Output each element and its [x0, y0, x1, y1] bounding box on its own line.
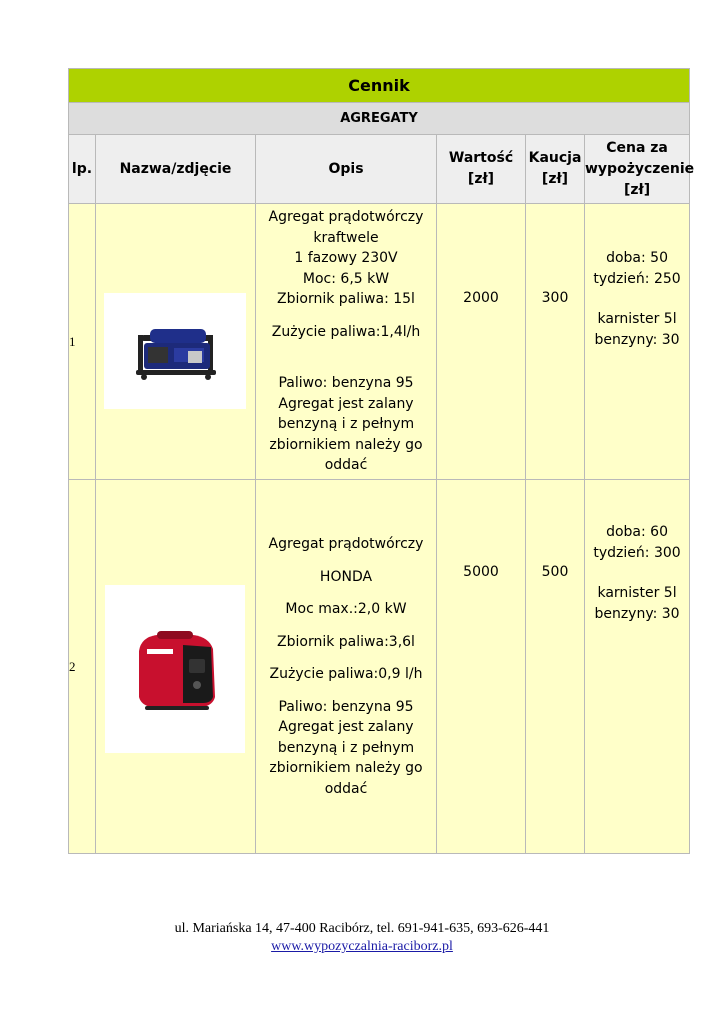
table-title: Cennik	[69, 69, 690, 103]
rental-price-cell	[585, 204, 690, 480]
header-kaucja	[526, 135, 585, 204]
opis-line: HONDA	[319, 568, 373, 585]
opis-line: oddać	[324, 457, 368, 474]
opis-line: Moc max.:2,0 kW	[285, 601, 407, 617]
header-wartosc-unit: [zł]	[467, 171, 495, 187]
opis-line: benzyną i z pełnym	[277, 416, 415, 433]
opis-line: Zbiornik paliwa:3,6l	[277, 633, 415, 650]
opis-line: Agregat prądotwórczy	[268, 536, 424, 552]
category-heading: AGREGATY	[69, 103, 690, 135]
opis-line: 1 fazowy 230V	[294, 250, 398, 267]
price-week: tydzień: 250	[593, 270, 681, 287]
opis-line: Agregat jest zalany	[278, 719, 414, 735]
opis-line: Zużycie paliwa:1,4l/h	[271, 323, 421, 340]
opis-line: Moc: 6,5 kW	[302, 270, 390, 287]
product-description	[256, 480, 437, 854]
header-cena	[585, 135, 695, 204]
header-kaucja-line: Kaucja	[528, 150, 582, 166]
value-cell: 5000	[437, 480, 526, 854]
header-wartosc	[437, 135, 526, 204]
table-row	[69, 480, 690, 854]
table-row	[69, 204, 690, 480]
opis-line: benzyną i z pełnym	[277, 739, 415, 756]
header-cena-line1: Cena za	[606, 139, 668, 156]
opis-line: Paliwo: benzyna 95	[278, 698, 414, 715]
opis-line: Agregat jest zalany	[278, 395, 414, 412]
header-name: Nazwa/zdjęcie	[96, 135, 256, 204]
opis-line: Paliwo: benzyna 95	[278, 375, 414, 392]
price-table	[68, 68, 695, 854]
footer	[0, 920, 724, 956]
price-day: doba: 50	[606, 250, 668, 266]
product-image-cell	[96, 480, 256, 854]
deposit-cell: 500	[526, 480, 585, 854]
price-canister: karnister 5l	[597, 585, 677, 601]
row-number: 2	[69, 480, 96, 854]
opis-line: Agregat prądotwórczy	[268, 209, 424, 226]
header-cena-line2: wypożyczenie	[585, 160, 695, 177]
price-canister-fuel: benzyny: 30	[594, 331, 680, 348]
generator-kraftwele-photo	[104, 293, 246, 409]
generator-honda-photo	[105, 585, 245, 753]
opis-line: zbiornikiem należy go	[269, 760, 423, 776]
opis-line: oddać	[324, 780, 368, 797]
footer-address: ul. Mariańska 14, 47-400 Racibórz, tel. 691-941-635, 693-626-441	[174, 921, 550, 936]
price-day: doba: 60	[606, 524, 668, 540]
deposit-cell: 300	[526, 204, 585, 480]
opis-line: kraftwele	[313, 229, 379, 246]
row-number: 1	[69, 204, 96, 480]
website-link[interactable]: www.wypozyczalnia-raciborz.pl	[271, 939, 453, 954]
price-week: tydzień: 300	[593, 544, 681, 561]
product-image-cell	[96, 204, 256, 480]
header-opis: Opis	[256, 135, 437, 204]
value-cell: 2000	[437, 204, 526, 480]
opis-line: Zużycie paliwa:0,9 l/h	[269, 666, 423, 682]
header-kaucja-unit: [zł]	[541, 171, 569, 187]
price-canister-fuel: benzyny: 30	[594, 605, 680, 622]
opis-line: Zbiornik paliwa: 15l	[277, 291, 415, 308]
header-cena-unit: [zł]	[623, 181, 651, 198]
header-lp: lp.	[69, 135, 96, 204]
rental-price-cell	[585, 480, 690, 854]
product-description	[256, 204, 437, 480]
opis-line: zbiornikiem należy go	[269, 436, 423, 453]
price-canister: karnister 5l	[597, 311, 677, 327]
header-wartosc-line: Wartość	[448, 150, 514, 166]
